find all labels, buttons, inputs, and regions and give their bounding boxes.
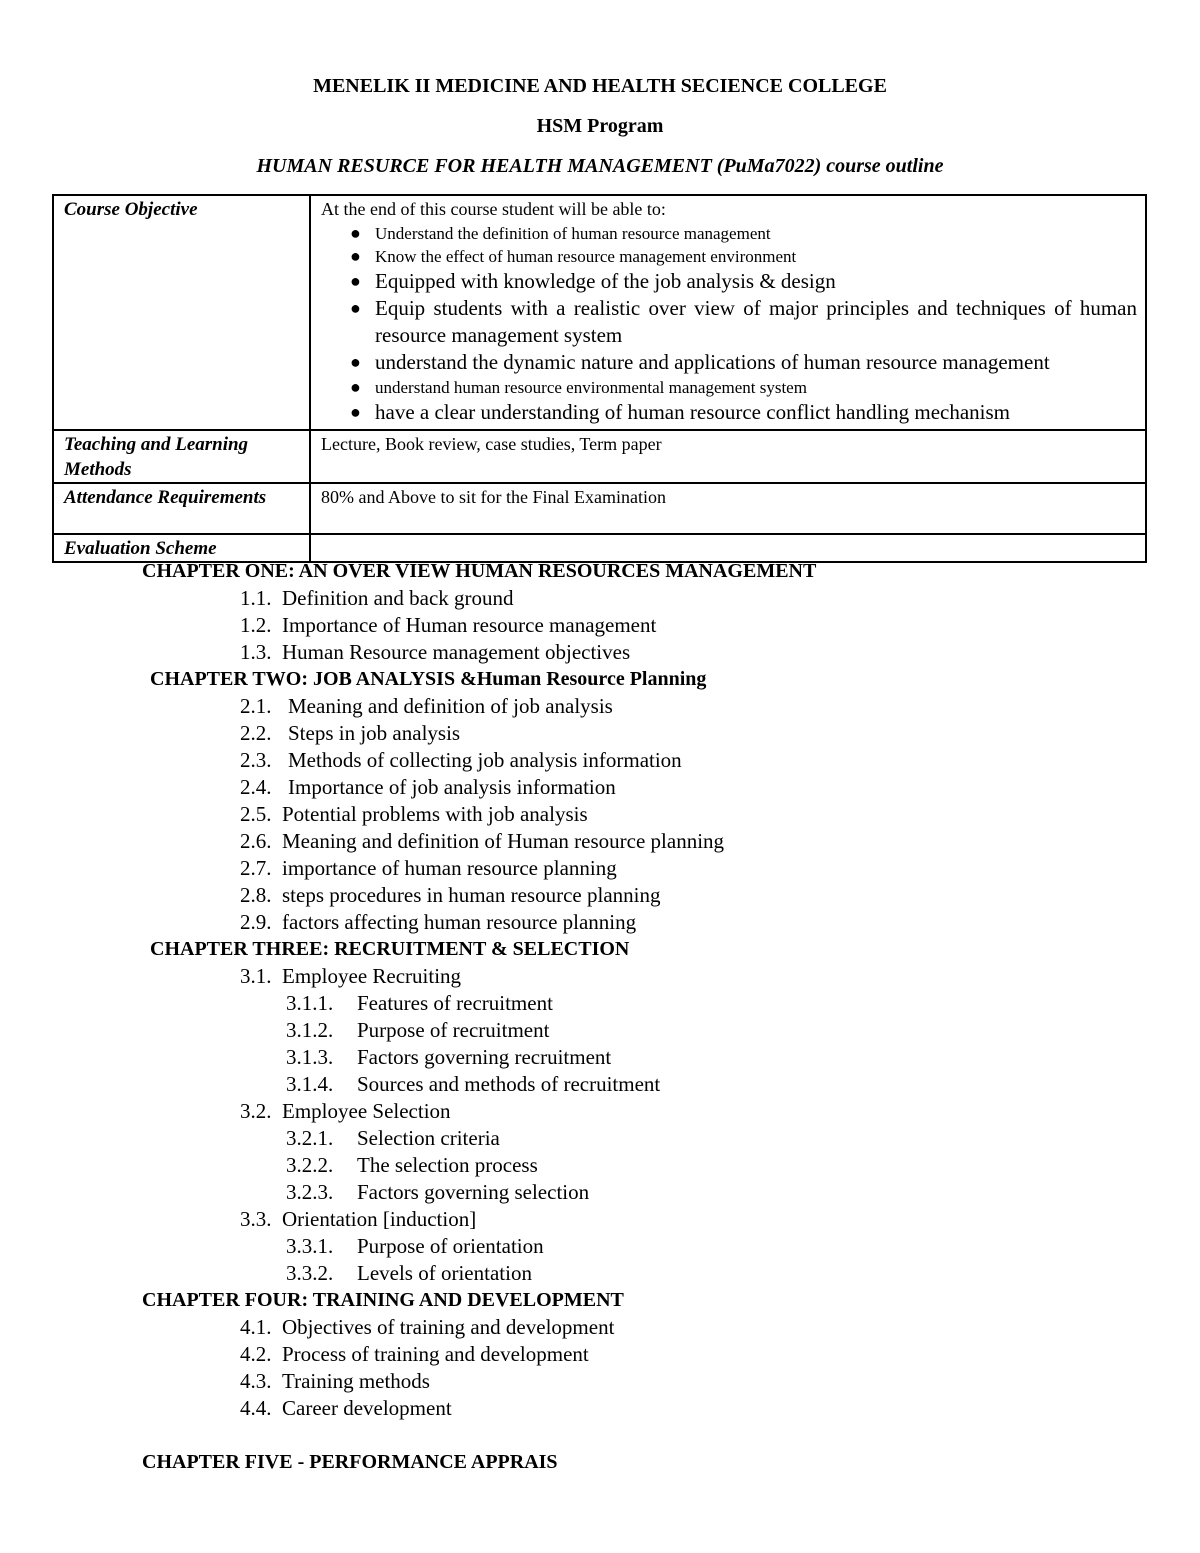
bullet-icon: ●	[350, 298, 361, 318]
list-item: 3.3.1. Purpose of orientation	[286, 1234, 544, 1258]
course-info-table	[52, 194, 1147, 563]
list-item: 2.4. Importance of job analysis information	[240, 775, 616, 799]
list-item: 2.2. Steps in job analysis	[240, 721, 461, 745]
methods-label: Teaching and Learning Methods	[53, 430, 310, 483]
course-title: HUMAN RESURCE FOR HEALTH MANAGEMENT (PuMa7022) course outline	[256, 155, 944, 177]
list-item: 3.1.3. Factors governing recruitment	[286, 1045, 612, 1069]
list-item: 4.4. Career development	[240, 1396, 452, 1420]
list-item: ● understand the dynamic nature and applications of human resource management	[350, 350, 1050, 374]
list-item: 3.1.1. Features of recruitment	[286, 991, 553, 1015]
bullet-icon: ●	[350, 223, 361, 243]
list-item: 3.2.2. The selection process	[286, 1153, 538, 1177]
attendance-label: Attendance Requirements	[53, 483, 310, 534]
chapter-heading: CHAPTER FIVE - PERFORMANCE APPRAIS	[142, 1451, 558, 1473]
list-item: 2.1. Meaning and definition of job analysis	[240, 694, 613, 718]
chapter-outline	[0, 558, 1200, 1476]
list-item: ● Equipped with knowledge of the job analysis & design	[350, 269, 836, 293]
list-item: 2.7. importance of human resource planning	[240, 856, 617, 880]
bullet-icon: ●	[350, 246, 361, 266]
list-item: 3.2.3. Factors governing selection	[286, 1180, 590, 1204]
chapter-heading: CHAPTER TWO: JOB ANALYSIS &Human Resource Planning	[150, 668, 707, 690]
list-item: 2.3. Methods of collecting job analysis information	[240, 748, 682, 772]
list-item: 4.3. Training methods	[240, 1369, 430, 1393]
list-item: 3.3. Orientation [induction]	[240, 1207, 477, 1231]
objective-list	[321, 222, 1137, 426]
chapter-heading: CHAPTER FOUR: TRAINING AND DEVELOPMENT	[142, 1289, 624, 1311]
program-title: HSM Program	[536, 115, 664, 137]
list-item: 2.5. Potential problems with job analysis	[240, 802, 588, 826]
table-row	[53, 430, 1146, 483]
bullet-icon: ●	[350, 271, 361, 291]
college-title: MENELIK II MEDICINE AND HEALTH SECIENCE COLLEGE	[313, 75, 887, 97]
list-item: ● Equip students with a realistic over view of major principles and techniques of human resource management system	[350, 296, 1137, 347]
objective-intro: At the end of this course student will be able to:	[321, 199, 666, 219]
spacer	[0, 1422, 1200, 1449]
list-item: 4.2. Process of training and development	[240, 1342, 589, 1366]
bullet-icon: ●	[350, 352, 361, 372]
list-item: 3.2. Employee Selection	[240, 1099, 451, 1123]
chapter-heading: CHAPTER THREE: RECRUITMENT & SELECTION	[150, 938, 630, 960]
list-item: 3.1. Employee Recruiting	[240, 964, 462, 988]
list-item: 2.9. factors affecting human resource planning	[240, 910, 637, 934]
list-item: 2.8. steps procedures in human resource planning	[240, 883, 661, 907]
list-item: ● Understand the definition of human resource management	[350, 223, 771, 243]
list-item: 3.1.2. Purpose of recruitment	[286, 1018, 550, 1042]
objective-cell	[310, 195, 1146, 430]
list-item: 1.3. Human Resource management objectives	[240, 640, 631, 664]
objective-label: Course Objective	[53, 195, 310, 430]
list-item: 3.2.1. Selection criteria	[286, 1126, 500, 1150]
list-item: 1.1. Definition and back ground	[240, 586, 514, 610]
list-item: ● Know the effect of human resource management environment	[350, 246, 797, 266]
evaluation-label: Evaluation Scheme	[53, 534, 310, 562]
table-row	[53, 483, 1146, 534]
list-item: 4.1. Objectives of training and development	[240, 1315, 615, 1339]
chapter-heading: CHAPTER ONE: AN OVER VIEW HUMAN RESOURCES MANAGEMENT	[142, 560, 817, 582]
list-item: 1.2. Importance of Human resource management	[240, 613, 657, 637]
list-item: 2.6. Meaning and definition of Human resource planning	[240, 829, 725, 853]
list-item: 3.3.2. Levels of orientation	[286, 1261, 532, 1285]
list-item: ● have a clear understanding of human resource conflict handling mechanism	[350, 400, 1011, 424]
list-item: ● understand human resource environmental management system	[350, 377, 807, 397]
bullet-icon: ●	[350, 377, 361, 397]
table-row	[53, 195, 1146, 430]
attendance-value: 80% and Above to sit for the Final Examination	[310, 483, 1146, 534]
methods-value: Lecture, Book review, case studies, Term paper	[310, 430, 1146, 483]
bullet-icon: ●	[350, 402, 361, 422]
list-item: 3.1.4. Sources and methods of recruitment	[286, 1072, 661, 1096]
